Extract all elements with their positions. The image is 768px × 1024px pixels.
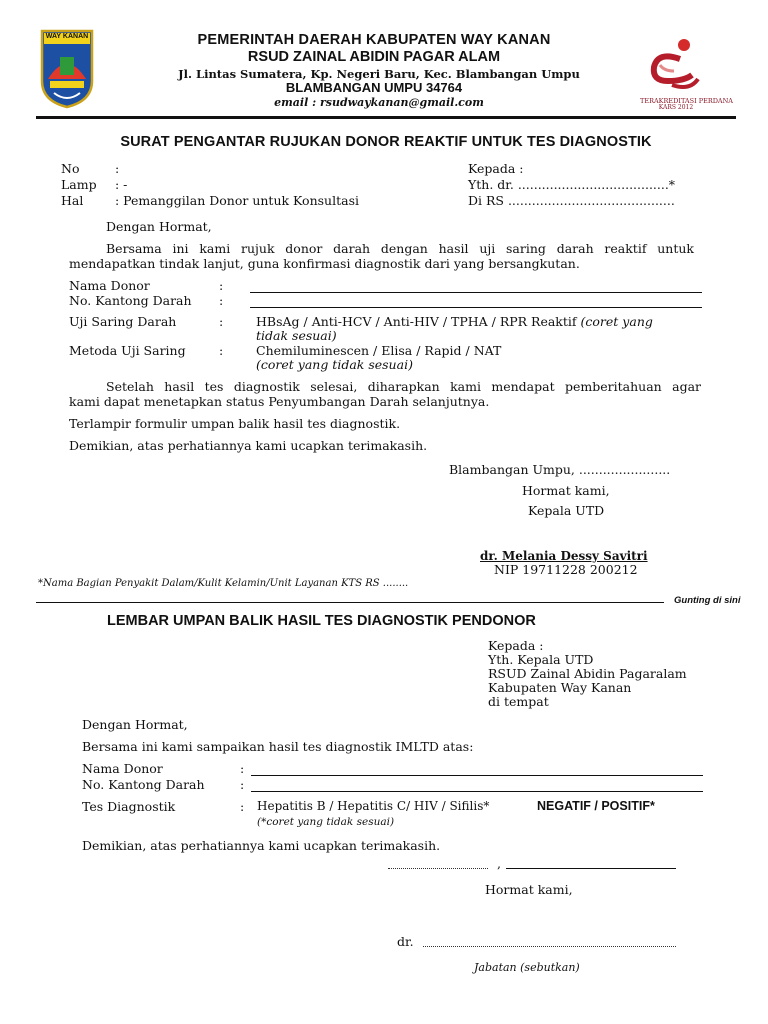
signer-position: Kepala UTD xyxy=(528,503,605,518)
method-colon: : xyxy=(219,343,224,358)
feedback-kepada: Kepada : xyxy=(488,638,544,653)
feedback-title: LEMBAR UMPAN BALIK HASIL TES DIAGNOSTIK PENDONOR xyxy=(107,613,536,629)
right-logo-caption: TERAKREDITASI PERDANA xyxy=(640,97,734,105)
letterhead-address: Jl. Lintas Sumatera, Kp. Negeri Baru, Kec. Blambangan Umpu xyxy=(178,67,580,81)
letterhead-hospital: RSUD ZAINAL ABIDIN PAGAR ALAM xyxy=(247,49,501,65)
feedback-intro: Bersama ini kami sampaikan hasil tes diagnostik IMLTD atas: xyxy=(82,739,474,754)
feedback-bag-colon: : xyxy=(240,777,245,792)
bag-number-colon: : xyxy=(219,293,224,308)
no-colon: : xyxy=(115,161,120,176)
lamp-value: : - xyxy=(115,177,128,192)
feedback-closing: Demikian, atas perhatiannya kami ucapkan terimakasih. xyxy=(82,838,441,853)
letterhead-email: email : rsudwaykanan@gmail.com xyxy=(274,96,484,109)
closing-thanks: Demikian, atas perhatiannya kami ucapkan terimakasih. xyxy=(69,438,428,453)
feedback-donor-label: Nama Donor xyxy=(82,761,163,776)
feedback-dr: dr. xyxy=(397,934,414,949)
signer-name: dr. Melania Dessy Savitri xyxy=(480,549,648,563)
regards: Hormat kami, xyxy=(522,483,610,498)
letterhead-city: BLAMBANGAN UMPU 34764 xyxy=(285,80,463,95)
diagnostic-test-label: Tes Diagnostik xyxy=(82,799,176,814)
intro-line-1: Bersama ini kami rujuk donor darah dengan hasil uji saring darah reaktif untuk xyxy=(106,241,694,256)
di-rs: Di RS .......................................... xyxy=(468,193,675,208)
no-label: No xyxy=(61,161,80,176)
intro-line-2: mendapatkan tindak lanjut, guna konfirmasi diagnostik dari yang bersangkutan. xyxy=(69,256,580,271)
screening-label: Uji Saring Darah xyxy=(69,314,177,329)
donor-name-line xyxy=(250,292,702,293)
feedback-comma: , xyxy=(497,856,501,871)
hal-label: Hal xyxy=(61,193,84,208)
diagnostic-test-value: Hepatitis B / Hepatitis C/ HIV / Sifilis* xyxy=(257,799,490,813)
feedback-to-1: Yth. Kepala UTD xyxy=(488,652,594,667)
screening-tests xyxy=(256,314,653,329)
bag-number-line xyxy=(250,307,702,308)
followup-line-2: kami dapat menetapkan status Penyumbangan Darah selanjutnya. xyxy=(69,394,490,409)
feedback-signature-line xyxy=(423,946,676,947)
feedback-place-line xyxy=(388,868,488,869)
footnote: *Nama Bagian Penyakit Dalam/Kulit Kelamin/Unit Layanan KTS RS ........ xyxy=(38,578,409,589)
letter-title: SURAT PENGANTAR RUJUKAN DONOR REAKTIF UNTUK TES DIAGNOSTIK xyxy=(120,134,652,150)
feedback-to-4: di tempat xyxy=(488,694,549,709)
feedback-note: (*coret yang tidak sesuai) xyxy=(257,816,395,828)
right-logo-caption-year: KARS 2012 xyxy=(658,104,694,111)
feedback-bag-line xyxy=(251,791,703,792)
signer-nip: NIP 19711228 200212 xyxy=(494,562,638,577)
screening-note-2: tidak sesuai) xyxy=(256,328,337,343)
test-result: NEGATIF / POSITIF* xyxy=(537,799,655,813)
salutation: Dengan Hormat, xyxy=(106,219,212,234)
feedback-salutation: Dengan Hormat, xyxy=(82,717,188,732)
letterhead-government: PEMERINTAH DAERAH KABUPATEN WAY KANAN xyxy=(197,32,551,48)
feedback-donor-line xyxy=(251,775,703,776)
place-date: Blambangan Umpu, ....................... xyxy=(449,462,671,477)
kepada-label: Kepada : xyxy=(468,161,524,176)
yth-doctor: Yth. dr. ......................................* xyxy=(468,177,676,192)
cut-here-label: Gunting di sini xyxy=(674,595,741,606)
attachment-note: Terlampir formulir umpan balik hasil tes diagnostik. xyxy=(69,416,401,431)
method-note: (coret yang tidak sesuai) xyxy=(256,357,413,372)
feedback-to-2: RSUD Zainal Abidin Pagaralam xyxy=(488,666,687,681)
method-label: Metoda Uji Saring xyxy=(69,343,186,358)
feedback-donor-colon: : xyxy=(240,761,245,776)
screening-note: (coret yang xyxy=(580,314,653,329)
letterhead-divider xyxy=(36,116,736,119)
cut-line xyxy=(36,602,664,603)
feedback-to-3: Kabupaten Way Kanan xyxy=(488,680,632,695)
screening-colon: : xyxy=(219,314,224,329)
followup-line-1: Setelah hasil tes diagnostik selesai, diharapkan kami mendapat pemberitahuan agar xyxy=(106,379,701,394)
donor-name-colon: : xyxy=(219,278,224,293)
donor-name-label: Nama Donor xyxy=(69,278,150,293)
lamp-label: Lamp xyxy=(61,177,97,192)
screening-tests-value: HBsAg / Anti-HCV / Anti-HIV / TPHA / RPR Reaktif xyxy=(256,314,577,329)
feedback-bag-label: No. Kantong Darah xyxy=(82,777,205,792)
method-value: Chemiluminescen / Elisa / Rapid / NAT xyxy=(256,343,502,358)
feedback-date-line xyxy=(506,868,676,869)
feedback-regards: Hormat kami, xyxy=(485,882,573,897)
hal-value: : Pemanggilan Donor untuk Konsultasi xyxy=(115,193,359,208)
left-logo-text: WAY KANAN xyxy=(45,33,89,40)
feedback-position: Jabatan (sebutkan) xyxy=(474,961,580,974)
bag-number-label: No. Kantong Darah xyxy=(69,293,192,308)
diagnostic-test-colon: : xyxy=(240,799,245,814)
